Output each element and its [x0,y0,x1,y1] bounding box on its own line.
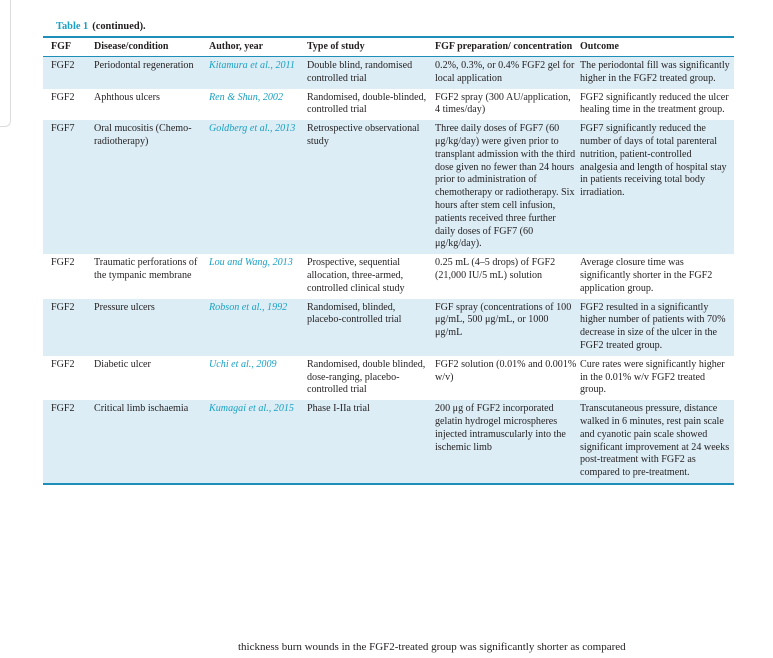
table-row [43,254,734,298]
table-label: Table 1 [56,21,89,32]
cell-author-link[interactable]: Uchi et al., 2009 [209,358,277,370]
cell-condition: Pressure ulcers [94,299,209,356]
cell-study: Prospective, sequential allocation, three-armed, controlled clinical study [307,257,405,294]
cell-condition: Diabetic ulcer [94,358,151,370]
cell-study: Randomised, double blinded, dose-ranging, placebo-controlled trial [307,358,426,396]
cell-outcome: FGF2 significantly reduced the ulcer healing time in the treatment group. [580,91,729,116]
cell-preparation: Three daily doses of FGF7 (60 μg/kg/day) were given prior to transplant admission with the third dose given no fewer than 24 hours prior to administration of chemotherapy or radiotherapy. Six hours after stem cell infusion, patients received three further daily doses of FGF7 (60 μg/kg/day). [435,120,580,254]
table-container [43,20,734,485]
table-caption [43,20,734,34]
cell-preparation: FGF2 spray (300 AU/application, 4 times/day) [435,91,571,116]
body-text-partial: thickness burn wounds in the FGF2-treated group was significantly shorter as compared [238,641,626,653]
cell-fgf: FGF2 [43,400,94,483]
cell-condition: Critical limb ischaemia [94,400,209,483]
table-bottom-rule [43,483,734,485]
col-header-outcome: Outcome [580,40,619,52]
cell-author-link[interactable]: Kitamura et al., 2011 [209,57,307,89]
cell-author-link[interactable]: Ren & Shun, 2002 [209,91,284,103]
cell-outcome: FGF2 resulted in a significantly higher number of patients with 70% decrease in size of the ulcer in the FGF2 treated group. [580,299,734,356]
table-row [43,299,734,356]
cell-preparation: FGF2 solution (0.01% and 0.001% w/v) [435,358,577,383]
cell-study: Double blind, randomised controlled trial [307,57,435,89]
cell-condition: Oral mucositis (Chemo-radiotherapy) [94,120,209,254]
cell-preparation: 0.25 mL (4–5 drops) of FGF2 (21,000 IU/5 mL) solution [435,257,556,282]
cell-preparation: 200 μg of FGF2 incorporated gelatin hydrogel microspheres injected intramuscularly into the ischemic limb [435,400,580,483]
cell-study: Randomised, blinded, placebo-controlled trial [307,299,435,356]
cell-outcome: Transcutaneous pressure, distance walked in 6 minutes, rest pain scale and cyanotic pain scale showed significant improvement at 24 weeks post-treatment with FGF2 as compared to pre-treatment. [580,400,734,483]
cell-condition: Periodontal regeneration [94,57,209,89]
table-row [43,400,734,483]
cell-study: Phase I-IIa trial [307,400,435,483]
cell-outcome: Average closure time was significantly shorter in the FGF2 application group. [580,257,713,294]
col-header-preparation: FGF preparation/ concentration [435,40,573,52]
table-caption-text: (continued). [92,21,146,32]
table-row [43,356,734,400]
col-header-study: Type of study [307,40,365,52]
table-row [43,57,734,89]
cell-condition: Aphthous ulcers [94,91,160,103]
col-header-fgf: FGF [51,40,71,52]
cell-condition: Traumatic perforations of the tympanic membrane [94,257,198,282]
cell-preparation: 0.2%, 0.3%, or 0.4% FGF2 gel for local application [435,57,580,89]
cell-outcome: FGF7 significantly reduced the number of days of total parenteral nutrition, patient-controlled analgesia and length of hospital stay in patients receiving total body irradiation. [580,120,734,254]
cell-fgf: FGF2 [43,299,94,356]
cell-fgf: FGF2 [51,257,75,269]
cell-author-link[interactable]: Robson et al., 1992 [209,299,307,356]
cell-outcome: The periodontal fill was significantly higher in the FGF2 treated group. [580,57,734,89]
cell-author-link[interactable]: Goldberg et al., 2013 [209,120,307,254]
cell-study: Randomised, double-blinded, controlled trial [307,91,427,116]
cell-study: Retrospective observational study [307,120,435,254]
cell-author-link[interactable]: Lou and Wang, 2013 [209,257,293,269]
col-header-condition: Disease/condition [94,40,169,52]
col-header-author: Author, year [209,40,264,52]
cell-preparation: FGF spray (concentrations of 100 μg/mL, 500 μg/mL, or 1000 μg/mL [435,299,580,356]
cell-outcome: Cure rates were significantly higher in the 0.01% w/v FGF2 treated group. [580,358,725,396]
cell-fgf: FGF2 [43,57,94,89]
table-row [43,120,734,254]
cell-fgf: FGF2 [51,91,75,103]
header-row [43,38,734,57]
table-row [43,89,734,121]
window-edge [0,0,11,127]
cell-author-link[interactable]: Kumagai et al., 2015 [209,400,307,483]
cell-fgf: FGF7 [43,120,94,254]
cell-fgf: FGF2 [51,358,75,370]
data-table [43,38,734,484]
